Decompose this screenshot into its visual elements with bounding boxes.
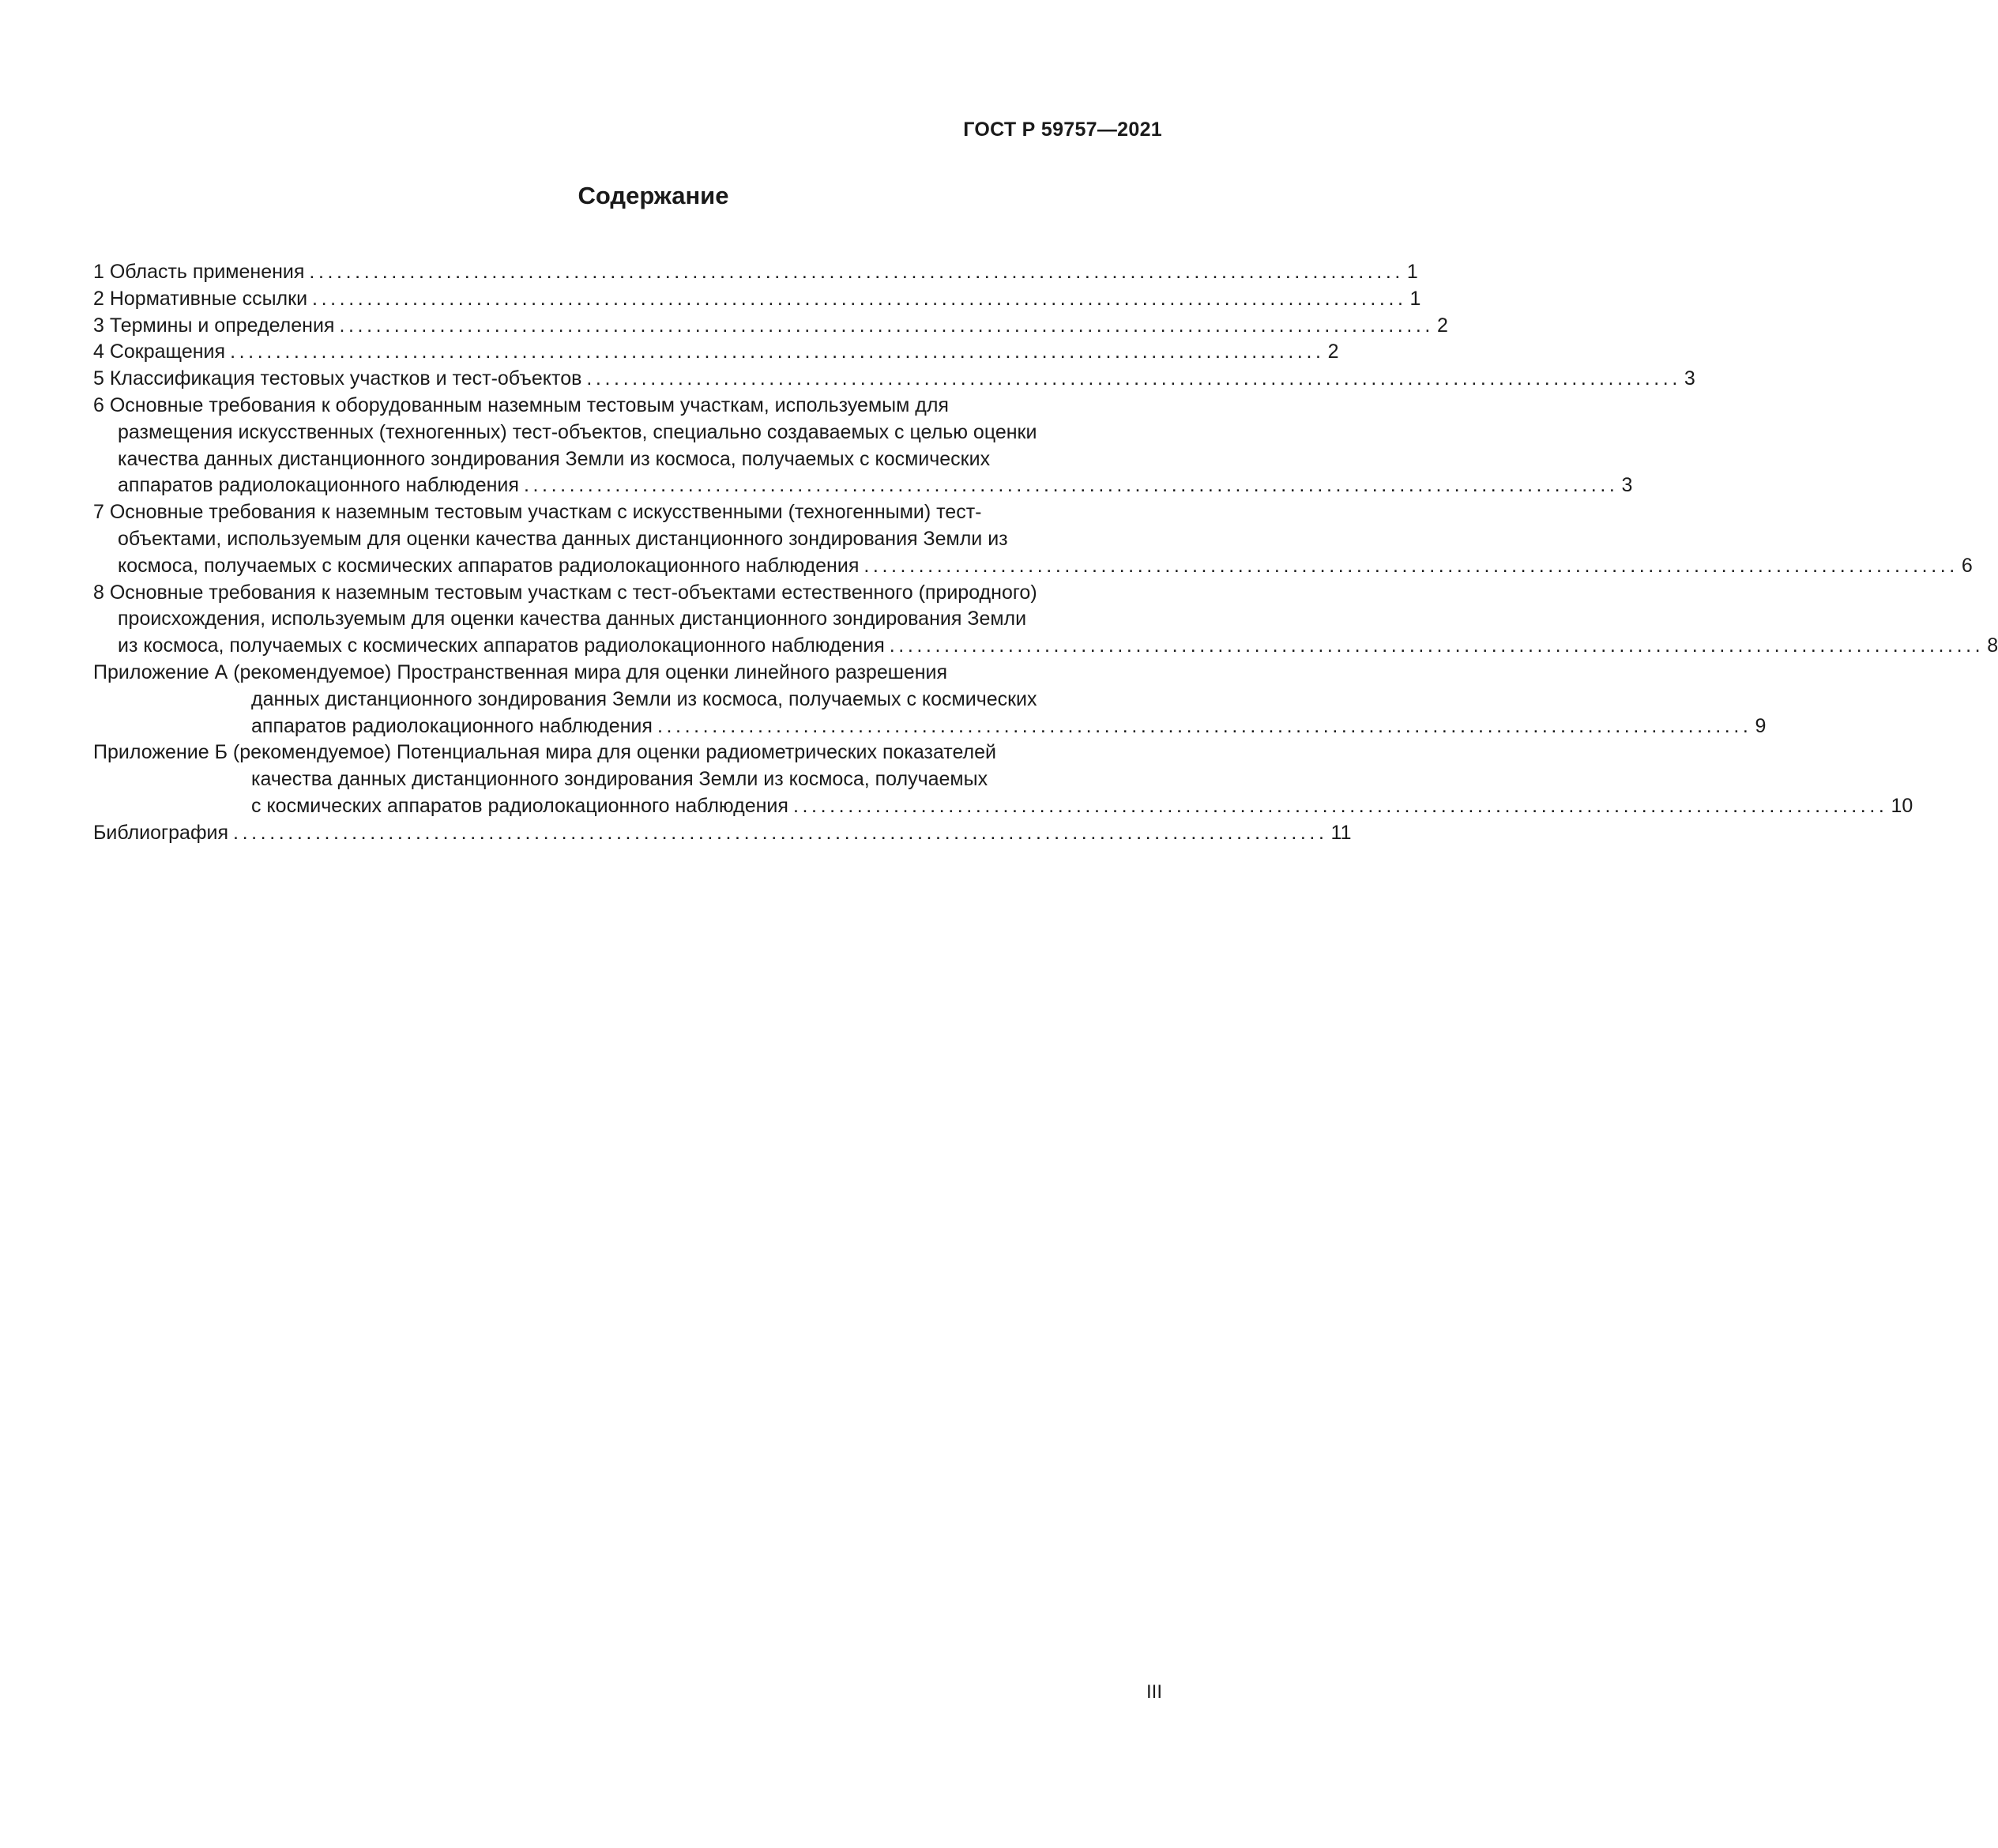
toc-entry-text: Библиография: [93, 821, 229, 844]
toc-page-number: 10: [1891, 794, 1913, 817]
dot-leader: ........................................................................................................................: [657, 714, 1752, 737]
toc-entry-text: качества данных дистанционного зондирования Земли из космоса, получаемых: [251, 768, 988, 791]
toc-page-number: 2: [1436, 314, 1448, 337]
toc-entry-text: 6 Основные требования к оборудованным наземным тестовым участкам, используемым для: [93, 393, 949, 416]
toc-entry-text: данных дистанционного зондирования Земли из космоса, получаемых с космических: [251, 687, 1037, 710]
dot-leader: ........................................................................................................................: [339, 314, 1434, 337]
toc-entry-appendix-b[interactable]: [93, 740, 1913, 819]
dot-leader: ........................................................................................................................: [864, 554, 1958, 577]
toc-entry-text: 4 Сокращения: [93, 341, 226, 363]
toc-entry-text: 2 Нормативные ссылки: [93, 287, 308, 310]
toc-entry-bibliography[interactable]: [93, 820, 1352, 847]
toc-entry-7[interactable]: [93, 499, 1973, 579]
dot-leader: ........................................................................................................................: [889, 634, 1985, 657]
toc-entry-text: 5 Классификация тестовых участков и тест-объектов: [93, 367, 582, 390]
toc-entry-text: Приложение Б (рекомендуемое) Потенциальная мира для оценки радиометрических показателей: [93, 741, 997, 764]
toc-page-number: 8: [1987, 634, 1998, 657]
toc-page-number: 1: [1406, 261, 1418, 283]
toc-page-number: 11: [1330, 821, 1352, 844]
toc-entry-5[interactable]: [93, 366, 1695, 393]
toc-page-number: 1: [1409, 287, 1421, 310]
toc-page-number: 6: [1961, 554, 1973, 577]
toc-entry-1[interactable]: [93, 259, 1418, 286]
toc-entry-text: аппаратов радиолокационного наблюдения: [118, 474, 519, 497]
page-number: III: [1146, 1681, 1162, 1703]
toc-entry-3[interactable]: [93, 313, 1448, 340]
toc-entry-text: происхождения, используемым для оценки качества данных дистанционного зондирования Земли: [118, 608, 1027, 630]
toc-entry-text: Приложение А (рекомендуемое) Пространственная мира для оценки линейного разрешения: [93, 661, 948, 683]
dot-leader: ........................................................................................................................: [312, 287, 1407, 310]
page-title: Содержание: [578, 182, 729, 209]
toc-entry-text: с космических аппаратов радиолокационного наблюдения: [251, 794, 788, 817]
toc-entry-text: из космоса, получаемых с космических аппаратов радиолокационного наблюдения: [118, 634, 885, 657]
toc-entry-appendix-a[interactable]: [93, 660, 1767, 740]
toc-page-number: 3: [1621, 474, 1633, 497]
toc-page-number: 3: [1684, 367, 1695, 390]
toc-entry-4[interactable]: [93, 339, 1339, 366]
table-of-contents: [93, 259, 1998, 847]
dot-leader: ........................................................................................................................: [523, 474, 1619, 497]
toc-entry-text: качества данных дистанционного зондирования Земли из космоса, получаемых с космических: [118, 447, 991, 470]
dot-leader: ........................................................................................................................: [233, 821, 1328, 844]
dot-leader: ........................................................................................................................: [309, 261, 1404, 283]
toc-entry-text: 1 Область применения: [93, 261, 305, 283]
dot-leader: ........................................................................................................................: [586, 367, 1681, 390]
dot-leader: ........................................................................................................................: [792, 794, 1888, 817]
toc-entry-text: аппаратов радиолокационного наблюдения: [251, 714, 653, 737]
toc-entry-text: размещения искусственных (техногенных) тест-объектов, специально создаваемых с целью оценки: [118, 420, 1037, 443]
standard-number: ГОСТ Р 59757—2021: [963, 119, 1162, 141]
toc-entry-2[interactable]: [93, 286, 1421, 313]
toc-entry-text: космоса, получаемых с космических аппаратов радиолокационного наблюдения: [118, 554, 860, 577]
toc-entry-text: 3 Термины и определения: [93, 314, 335, 337]
toc-entry-text: объектами, используемым для оценки качества данных дистанционного зондирования Земли из: [118, 527, 1008, 550]
toc-entry-6[interactable]: [93, 393, 1633, 499]
toc-page-number: 9: [1755, 714, 1767, 737]
dot-leader: ........................................................................................................................: [230, 341, 1325, 363]
toc-entry-text: 8 Основные требования к наземным тестовым участкам с тест-объектами естественного (природного): [93, 581, 1037, 604]
toc-page-number: 2: [1327, 341, 1339, 363]
toc-entry-8[interactable]: [93, 580, 1998, 660]
toc-entry-text: 7 Основные требования к наземным тестовым участкам с искусственными (техногенными) тест-: [93, 501, 982, 524]
